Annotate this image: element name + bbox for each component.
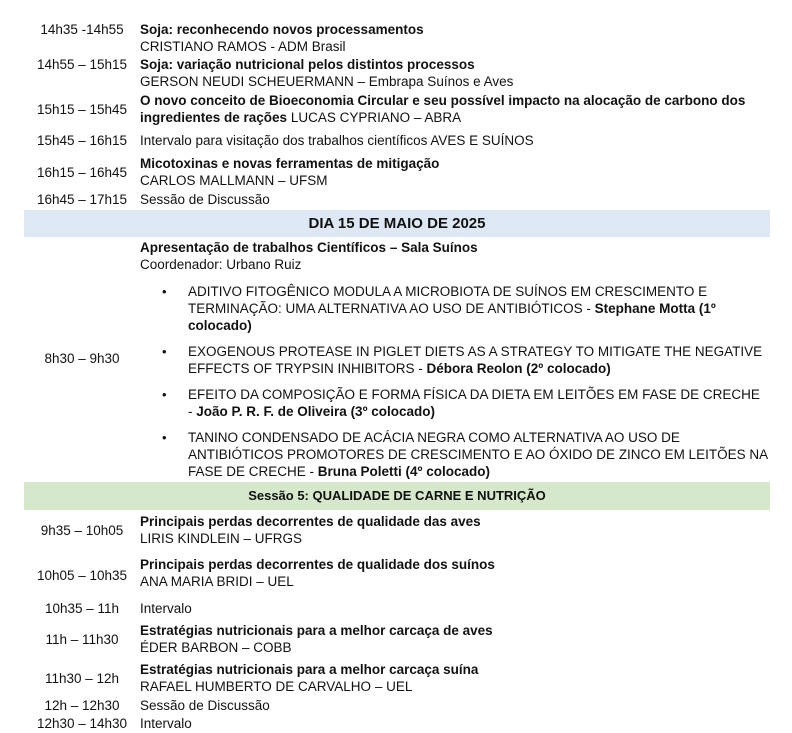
speaker: Intervalo: [140, 601, 192, 616]
paper-author: Débora Reolon (2º colocado): [426, 361, 611, 376]
session-header-label: Sessão 5: QUALIDADE DE CARNE E NUTRIÇÃO: [248, 488, 546, 503]
talk-cell: [140, 21, 768, 55]
time-slot: 15h45 – 16h15: [36, 133, 128, 148]
talk-cell: [140, 697, 768, 714]
schedule-row: [24, 56, 770, 90]
talk-cell: [140, 239, 768, 480]
paper-title: EFEITO DA COMPOSIÇÃO E FORMA FÍSICA DA DIETA EM LEITÕES EM FASE DE CRECHE -: [188, 387, 760, 419]
schedule-row: [24, 92, 770, 126]
talk-title: Soja: reconhecendo novos processamentos: [140, 22, 424, 37]
day-header-label: DIA 15 DE MAIO DE 2025: [308, 215, 486, 232]
speaker: LIRIS KINDLEIN – UFRGS: [140, 531, 303, 546]
schedule-row: [24, 132, 770, 150]
talk-title: O novo conceito de Bioeconomia Circular e seu possível impacto na alocação de carbono dos ingredientes de rações: [140, 93, 746, 125]
bullet-icon: •: [162, 387, 167, 402]
paper-author: Bruna Poletti (4º colocado): [317, 464, 490, 479]
schedule-row: [24, 622, 770, 656]
bullet-icon: •: [162, 284, 167, 299]
time-slot: 15h15 – 15h45: [36, 102, 128, 117]
talk-cell: [140, 622, 768, 656]
talk-cell: [140, 600, 768, 617]
talk-title: Estratégias nutricionais para a melhor carcaça suína: [140, 662, 479, 677]
time-slot: 9h35 – 10h05: [40, 523, 124, 538]
list-item: [140, 386, 768, 420]
schedule-row: [24, 697, 770, 715]
paper-title: EXOGENOUS PROTEASE IN PIGLET DIETS AS A STRATEGY TO MITIGATE THE NEGATIVE EFFECTS OF TRYPSIN INHIBITORS -: [188, 344, 763, 376]
speaker: GERSON NEUDI SCHEUERMANN – Embrapa Suínos e Aves: [140, 74, 514, 89]
talk-cell: [140, 191, 768, 208]
presentation-block: [24, 239, 770, 482]
speaker: Sessão de Discussão: [140, 192, 270, 207]
schedule-row: [24, 155, 770, 189]
schedule-row: [24, 556, 770, 590]
speaker: CRISTIANO RAMOS - ADM Brasil: [140, 39, 346, 54]
speaker: LUCAS CYPRIANO – ABRA: [290, 110, 462, 125]
schedule-row: [24, 513, 770, 547]
talk-title: Principais perdas decorrentes de qualidade dos suínos: [140, 557, 495, 572]
time-slot: 10h05 – 10h35: [36, 568, 128, 583]
talk-cell: [140, 155, 768, 189]
paper-title: TANINO CONDENSADO DE ACÁCIA NEGRA COMO ALTERNATIVA AO USO DE ANTIBIÓTICOS PROMOTORES DE CRESCIMENTO E AO ÓXIDO DE ZINCO EM LEITÕES NA FASE DE CRECHE -: [188, 430, 768, 479]
schedule-row: [24, 715, 770, 733]
speaker: Intervalo: [140, 716, 192, 731]
talk-title: Principais perdas decorrentes de qualidade das aves: [140, 514, 481, 529]
schedule-row: [24, 600, 770, 618]
list-item: [140, 343, 768, 377]
time-slot: 16h15 – 16h45: [36, 165, 128, 180]
presentation-list: [140, 283, 768, 480]
paper-author: Stephane Motta (1º colocado): [188, 301, 716, 333]
session-header: [24, 482, 770, 510]
talk-title: Micotoxinas e novas ferramentas de mitigação: [140, 156, 440, 171]
time-slot: 14h35 -14h55: [40, 22, 124, 37]
talk-title: Soja: variação nutricional pelos distintos processos: [140, 57, 475, 72]
speaker: CARLOS MALLMANN – UFSM: [140, 173, 328, 188]
talk-cell: [140, 56, 768, 90]
speaker: Sessão de Discussão: [140, 698, 270, 713]
time-slot: 11h30 – 12h: [44, 671, 120, 686]
list-item: [140, 283, 768, 334]
schedule-row: [24, 21, 770, 55]
schedule-row: [24, 191, 770, 209]
time-slot: 12h – 12h30: [44, 698, 120, 713]
time-slot: 14h55 – 15h15: [36, 57, 128, 72]
session-title: Apresentação de trabalhos Científicos – Sala Suínos: [140, 240, 478, 255]
talk-cell: [140, 715, 768, 732]
speaker: Intervalo para visitação dos trabalhos científicos AVES E SUÍNOS: [140, 133, 534, 148]
bullet-icon: •: [162, 430, 167, 445]
time-slot: 11h – 11h30: [45, 632, 119, 647]
time-slot: 8h30 – 9h30: [44, 351, 120, 366]
schedule-row: [24, 661, 770, 695]
paper-title: ADITIVO FITOGÊNICO MODULA A MICROBIOTA DE SUÍNOS EM CRESCIMENTO E TERMINAÇÃO: UMA ALTERNATIVA AO USO DE ANTIBIÓTICOS -: [188, 284, 708, 316]
paper-author: João P. R. F. de Oliveira (3º colocado): [196, 404, 436, 419]
bullet-icon: •: [162, 344, 167, 359]
talk-cell: [140, 661, 768, 695]
talk-cell: [140, 132, 768, 149]
talk-cell: [140, 556, 768, 590]
day-header: [24, 210, 770, 237]
speaker: RAFAEL HUMBERTO DE CARVALHO – UEL: [140, 679, 413, 694]
time-slot: 12h30 – 14h30: [36, 716, 128, 731]
coordinator: Coordenador: Urbano Ruiz: [140, 257, 302, 272]
talk-title: Estratégias nutricionais para a melhor carcaça de aves: [140, 623, 493, 638]
time-slot: 16h45 – 17h15: [36, 192, 128, 207]
speaker: ANA MARIA BRIDI – UEL: [140, 574, 294, 589]
speaker: ÉDER BARBON – COBB: [140, 640, 292, 655]
talk-cell: [140, 513, 768, 547]
talk-cell: [140, 92, 768, 126]
list-item: [140, 429, 768, 480]
time-slot: 10h35 – 11h: [44, 601, 120, 616]
